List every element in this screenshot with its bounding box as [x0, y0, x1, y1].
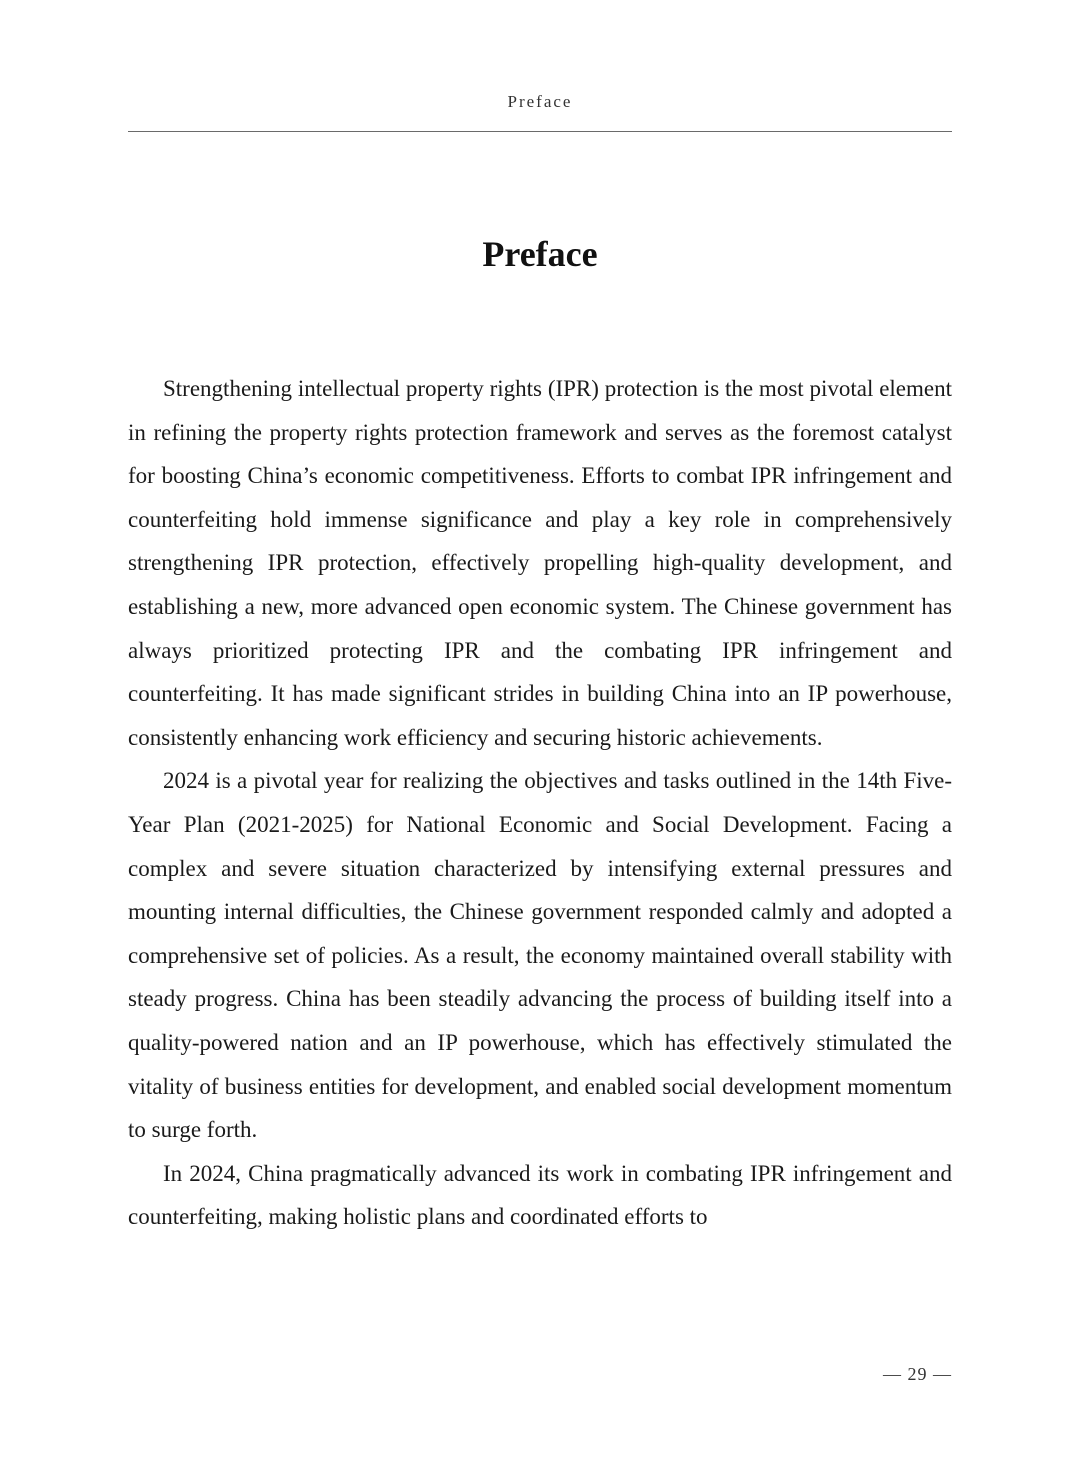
page-title: Preface [482, 234, 598, 274]
paragraph-3: In 2024, China pragmatically advanced its work in combating IPR infringement and counterfeiting, making holistic plans and coordinated efforts to [128, 1160, 952, 1230]
header-divider [128, 131, 952, 132]
paragraph-1: Strengthening intellectual property rights (IPR) protection is the most pivotal element in refining the property rights protection framework and serves as the foremost catalyst for boosting China’s economic competitiveness. Efforts to combat IPR infringement and counterfeiting hold immense significance and play a key role in comprehensively strengthening IPR protection, effectively propelling high-quality development, and establishing a new, more advanced open economic system. The Chinese government has always prioritized protecting IPR and the combating IPR infringement and counterfeiting. It has made significant strides in building China into an IP powerhouse, consistently enhancing work efficiency and securing historic achievements. [128, 376, 952, 750]
paragraph-2: 2024 is a pivotal year for realizing the objectives and tasks outlined in the 14th Five-Year Plan (2021-2025) for National Economic and Social Development. Facing a complex and severe situation characterized by intensifying external pressures and mounting internal difficulties, the Chinese government responded calmly and adopted a comprehensive set of policies. As a result, the economy maintained overall stability with steady progress. China has been steadily advancing the process of building itself into a quality-powered nation and an IP powerhouse, which has effectively stimulated the vitality of business entities for development, and enabled social development momentum to surge forth. [128, 768, 952, 1143]
running-header: Preface [507, 92, 573, 111]
body-text [128, 367, 952, 1239]
page-number: — 29 — [883, 1364, 952, 1384]
